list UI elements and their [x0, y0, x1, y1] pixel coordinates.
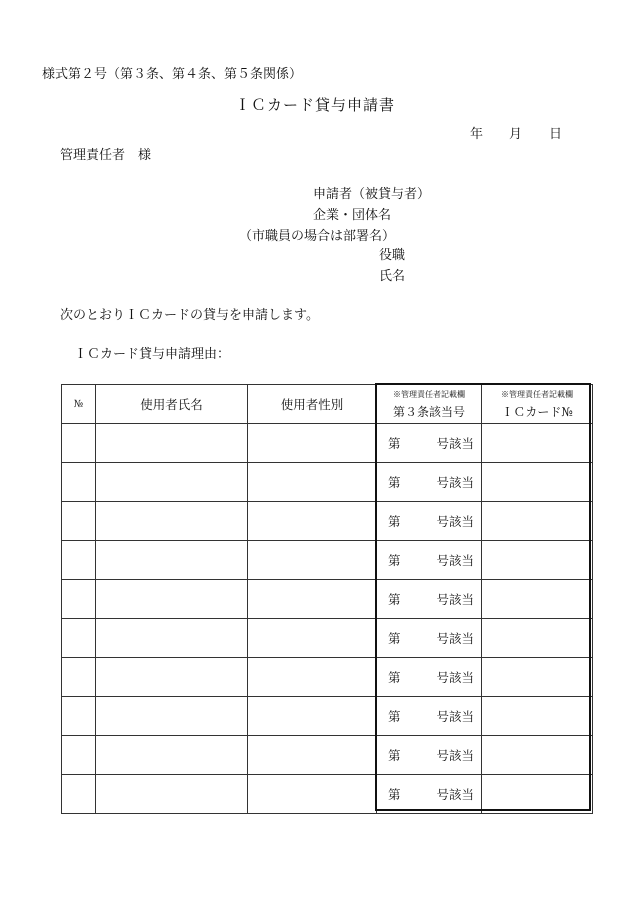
article-go-label: 号該当 [436, 748, 474, 763]
table-row [62, 463, 593, 502]
cell-user-name[interactable] [96, 424, 248, 463]
article-go-label: 号該当 [436, 592, 474, 607]
article-go-label: 号該当 [436, 553, 474, 568]
cell-no[interactable] [62, 775, 96, 814]
cell-user-sex[interactable] [248, 619, 377, 658]
article-dai-label: 第 [388, 670, 401, 685]
article-dai-label: 第 [388, 592, 401, 607]
cell-no[interactable] [62, 463, 96, 502]
form-number: 様式第２号（第３条、第４条、第５条関係） [42, 67, 303, 82]
cell-user-name[interactable] [96, 658, 248, 697]
cell-card-no[interactable] [482, 580, 593, 619]
cell-user-sex[interactable] [248, 775, 377, 814]
cell-no[interactable] [62, 502, 96, 541]
name-label: 氏名 [379, 269, 406, 284]
cell-user-sex[interactable] [248, 736, 377, 775]
cell-card-no[interactable] [482, 658, 593, 697]
cell-article[interactable] [377, 775, 482, 814]
cell-user-name[interactable] [96, 697, 248, 736]
article-dai-label: 第 [388, 787, 401, 802]
cell-user-sex[interactable] [248, 580, 377, 619]
staff-note: （市職員の場合は部署名） [239, 229, 396, 244]
cell-article[interactable] [377, 619, 482, 658]
header-card-note: ※管理責任者記載欄 [501, 389, 573, 399]
cell-no[interactable] [62, 658, 96, 697]
cell-user-sex[interactable] [248, 502, 377, 541]
cell-article[interactable] [377, 541, 482, 580]
table-row [62, 736, 593, 775]
header-card-label: ＩＣカード№ [501, 404, 573, 419]
document-title: ＩＣカード貸与申請書 [234, 96, 395, 114]
cell-user-name[interactable] [96, 775, 248, 814]
date-year-label: 年 [470, 127, 484, 142]
cell-user-sex[interactable] [248, 463, 377, 502]
cell-user-name[interactable] [96, 736, 248, 775]
article-go-label: 号該当 [436, 631, 474, 646]
article-go-label: 号該当 [436, 436, 474, 451]
cell-user-sex[interactable] [248, 424, 377, 463]
cell-card-no[interactable] [482, 424, 593, 463]
cell-user-sex[interactable] [248, 658, 377, 697]
cell-card-no[interactable] [482, 502, 593, 541]
cell-article[interactable] [377, 736, 482, 775]
cell-no[interactable] [62, 424, 96, 463]
cell-card-no[interactable] [482, 775, 593, 814]
table-row [62, 775, 593, 814]
table-row [62, 619, 593, 658]
article-go-label: 号該当 [436, 709, 474, 724]
header-article [377, 385, 482, 424]
table-row [62, 580, 593, 619]
article-go-label: 号該当 [436, 670, 474, 685]
header-user-sex: 使用者性別 [248, 385, 377, 424]
position-label: 役職 [379, 248, 406, 263]
header-article-note: ※管理責任者記載欄 [393, 389, 465, 399]
cell-user-name[interactable] [96, 541, 248, 580]
header-card-no [482, 385, 593, 424]
cell-article[interactable] [377, 658, 482, 697]
article-dai-label: 第 [388, 748, 401, 763]
addressee: 管理責任者 様 [60, 148, 152, 163]
cell-article[interactable] [377, 502, 482, 541]
header-user-name: 使用者氏名 [96, 385, 248, 424]
article-go-label: 号該当 [436, 514, 474, 529]
article-dai-label: 第 [388, 709, 401, 724]
card-application-table [61, 384, 593, 814]
article-dai-label: 第 [388, 436, 401, 451]
cell-user-name[interactable] [96, 580, 248, 619]
cell-user-name[interactable] [96, 619, 248, 658]
cell-card-no[interactable] [482, 736, 593, 775]
date-day-label: 日 [549, 127, 563, 142]
article-dai-label: 第 [388, 631, 401, 646]
cell-user-sex[interactable] [248, 541, 377, 580]
application-statement: 次のとおりＩＣカードの貸与を申請します。 [60, 308, 319, 323]
article-dai-label: 第 [388, 475, 401, 490]
cell-no[interactable] [62, 580, 96, 619]
cell-user-name[interactable] [96, 502, 248, 541]
header-article-label: 第３条該当号 [392, 404, 465, 419]
table-row [62, 697, 593, 736]
article-dai-label: 第 [388, 553, 401, 568]
article-go-label: 号該当 [436, 475, 474, 490]
cell-user-sex[interactable] [248, 697, 377, 736]
table-row [62, 541, 593, 580]
cell-card-no[interactable] [482, 697, 593, 736]
cell-user-name[interactable] [96, 463, 248, 502]
date-month-label: 月 [509, 127, 523, 142]
cell-no[interactable] [62, 736, 96, 775]
cell-no[interactable] [62, 619, 96, 658]
table-header-row [62, 385, 593, 424]
cell-card-no[interactable] [482, 463, 593, 502]
article-dai-label: 第 [388, 514, 401, 529]
cell-article[interactable] [377, 697, 482, 736]
reason-label: ＩＣカード貸与申請理由： [74, 347, 231, 362]
cell-no[interactable] [62, 697, 96, 736]
cell-card-no[interactable] [482, 619, 593, 658]
cell-no[interactable] [62, 541, 96, 580]
company-label: 企業・団体名 [313, 208, 392, 223]
article-go-label: 号該当 [436, 787, 474, 802]
table-row [62, 502, 593, 541]
table-row [62, 658, 593, 697]
cell-article[interactable] [377, 463, 482, 502]
cell-card-no[interactable] [482, 541, 593, 580]
applicant-label: 申請者（被貸与者） [313, 187, 431, 202]
cell-article[interactable] [377, 424, 482, 463]
cell-article[interactable] [377, 580, 482, 619]
header-no: № [62, 385, 96, 424]
table-row [62, 424, 593, 463]
